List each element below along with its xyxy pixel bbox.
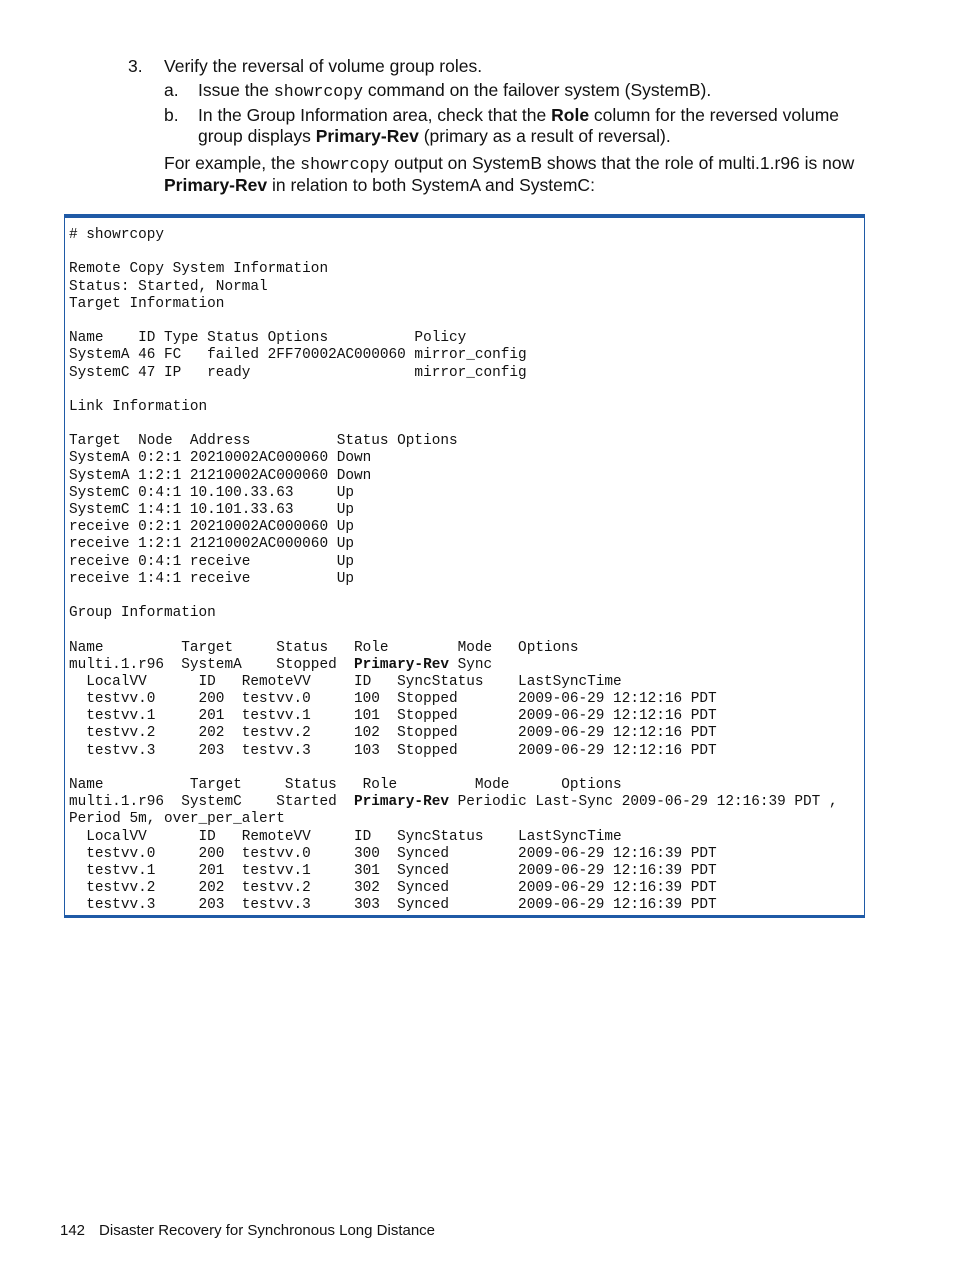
code-line: testvv.3 203 testvv.3 303 Synced 2009-06-29 12:16:39 PDT [69, 897, 717, 914]
substep-b-letter: b. [164, 105, 179, 125]
code-line: SystemC 1:4:1 10.101.33.63 Up [69, 502, 354, 518]
showrcopy-output [69, 227, 838, 915]
code-line: SystemA 1:2:1 21210002AC000060 Down [69, 467, 372, 484]
step-number: 3. [128, 56, 143, 76]
code-line: SystemC 47 IP ready mirror_config [69, 364, 527, 381]
code-line: testvv.0 200 testvv.0 100 Stopped 2009-06-29 12:12:16 PDT [69, 691, 717, 708]
substep-a-letter: a. [164, 80, 179, 100]
code-line: testvv.2 202 testvv.2 302 Synced 2009-06-29 12:16:39 PDT [69, 880, 717, 897]
substep-a-post: command on the failover system (SystemB). [363, 80, 712, 100]
step-text: Verify the reversal of volume group roles. [164, 56, 483, 76]
code-line: Status: Started, Normal [69, 278, 268, 295]
substep-b-post: (primary as a result of reversal). [418, 126, 671, 146]
code-line: testvv.2 202 testvv.2 102 Stopped 2009-06-29 12:12:16 PDT [69, 725, 717, 742]
code-line: Name ID Type Status Options Policy [69, 330, 467, 347]
code-line: # showrcopy [69, 227, 164, 243]
code-line: receive 0:4:1 receive Up [69, 553, 354, 570]
page-footer [60, 1222, 435, 1240]
example-pre: For example, the [164, 153, 301, 173]
code-line [69, 244, 838, 261]
code-line [69, 588, 838, 605]
code-line: LocalVV ID RemoteVV ID SyncStatus LastSyncTime [69, 673, 622, 690]
example-post: in relation to both SystemA and SystemC: [267, 175, 595, 195]
code-line: receive 0:2:1 20210002AC000060 Up [69, 519, 354, 536]
code-line: testvv.3 203 testvv.3 103 Stopped 2009-06-29 12:12:16 PDT [69, 742, 717, 759]
code-line: SystemA 46 FC failed 2FF70002AC000060 mirror_config [69, 347, 527, 364]
code-line: receive 1:4:1 receive Up [69, 570, 354, 587]
code-line: LocalVV ID RemoteVV ID SyncStatus LastSyncTime [69, 828, 622, 845]
code-line: SystemC 0:4:1 10.100.33.63 Up [69, 484, 354, 501]
role-primary-rev: Primary-Rev [353, 794, 449, 811]
code-line [69, 416, 838, 433]
code-line: testvv.1 201 testvv.1 101 Stopped 2009-06-29 12:12:16 PDT [69, 708, 717, 725]
code-line: testvv.1 201 testvv.1 301 Synced 2009-06-29 12:16:39 PDT [69, 862, 717, 879]
code-line: Remote Copy System Information [69, 261, 329, 278]
code-line: Target Information [69, 295, 225, 312]
substep-a-pre: Issue the [198, 80, 274, 100]
code-line: testvv.0 200 testvv.0 300 Synced 2009-06-29 12:16:39 PDT [69, 845, 717, 862]
role-primary-rev: Primary-Rev [353, 656, 449, 673]
code-line: SystemA 0:2:1 20210002AC000060 Down [69, 450, 372, 467]
example-command: showrcopy [300, 155, 390, 174]
code-line [69, 760, 838, 777]
code-line [69, 622, 838, 639]
example-primary-rev: Primary-Rev [164, 175, 268, 195]
substep-a-command: showrcopy [273, 82, 364, 101]
page-number: 142 [60, 1222, 86, 1239]
substep-b-pre: In the Group Information area, check that the [198, 105, 552, 125]
code-line: Target Node Address Status Options [69, 433, 458, 450]
code-line: Name Target Status Role Mode Options [69, 777, 622, 793]
code-line: receive 1:2:1 21210002AC000060 Up [69, 536, 354, 553]
code-line [69, 382, 838, 399]
code-line: multi.1.r96 SystemC Started Primary-Rev Periodic Last-Sync 2009-06-29 12:16:39 PDT , [69, 794, 838, 811]
substep-b-text [198, 105, 878, 147]
code-line: Name Target Status Role Mode Options [69, 639, 579, 656]
footer-title: Disaster Recovery for Synchronous Long Distance [99, 1222, 436, 1239]
code-line: Group Information [69, 605, 216, 622]
code-line: Period 5m, over_per_alert [69, 811, 285, 828]
substep-b-mid: column for the reversed volume group displays [198, 105, 840, 146]
code-line: Link Information [69, 398, 208, 415]
substep-b-primary-rev: Primary-Rev [315, 126, 419, 146]
code-example-box [64, 214, 865, 918]
example-paragraph [164, 153, 864, 196]
substep-a-text [198, 80, 878, 102]
code-line [69, 313, 838, 330]
example-mid: output on SystemB shows that the role of multi.1.r96 is now [389, 153, 855, 173]
substep-b-role: Role [551, 105, 590, 125]
code-line: multi.1.r96 SystemA Stopped Primary-Rev Sync [69, 656, 493, 673]
